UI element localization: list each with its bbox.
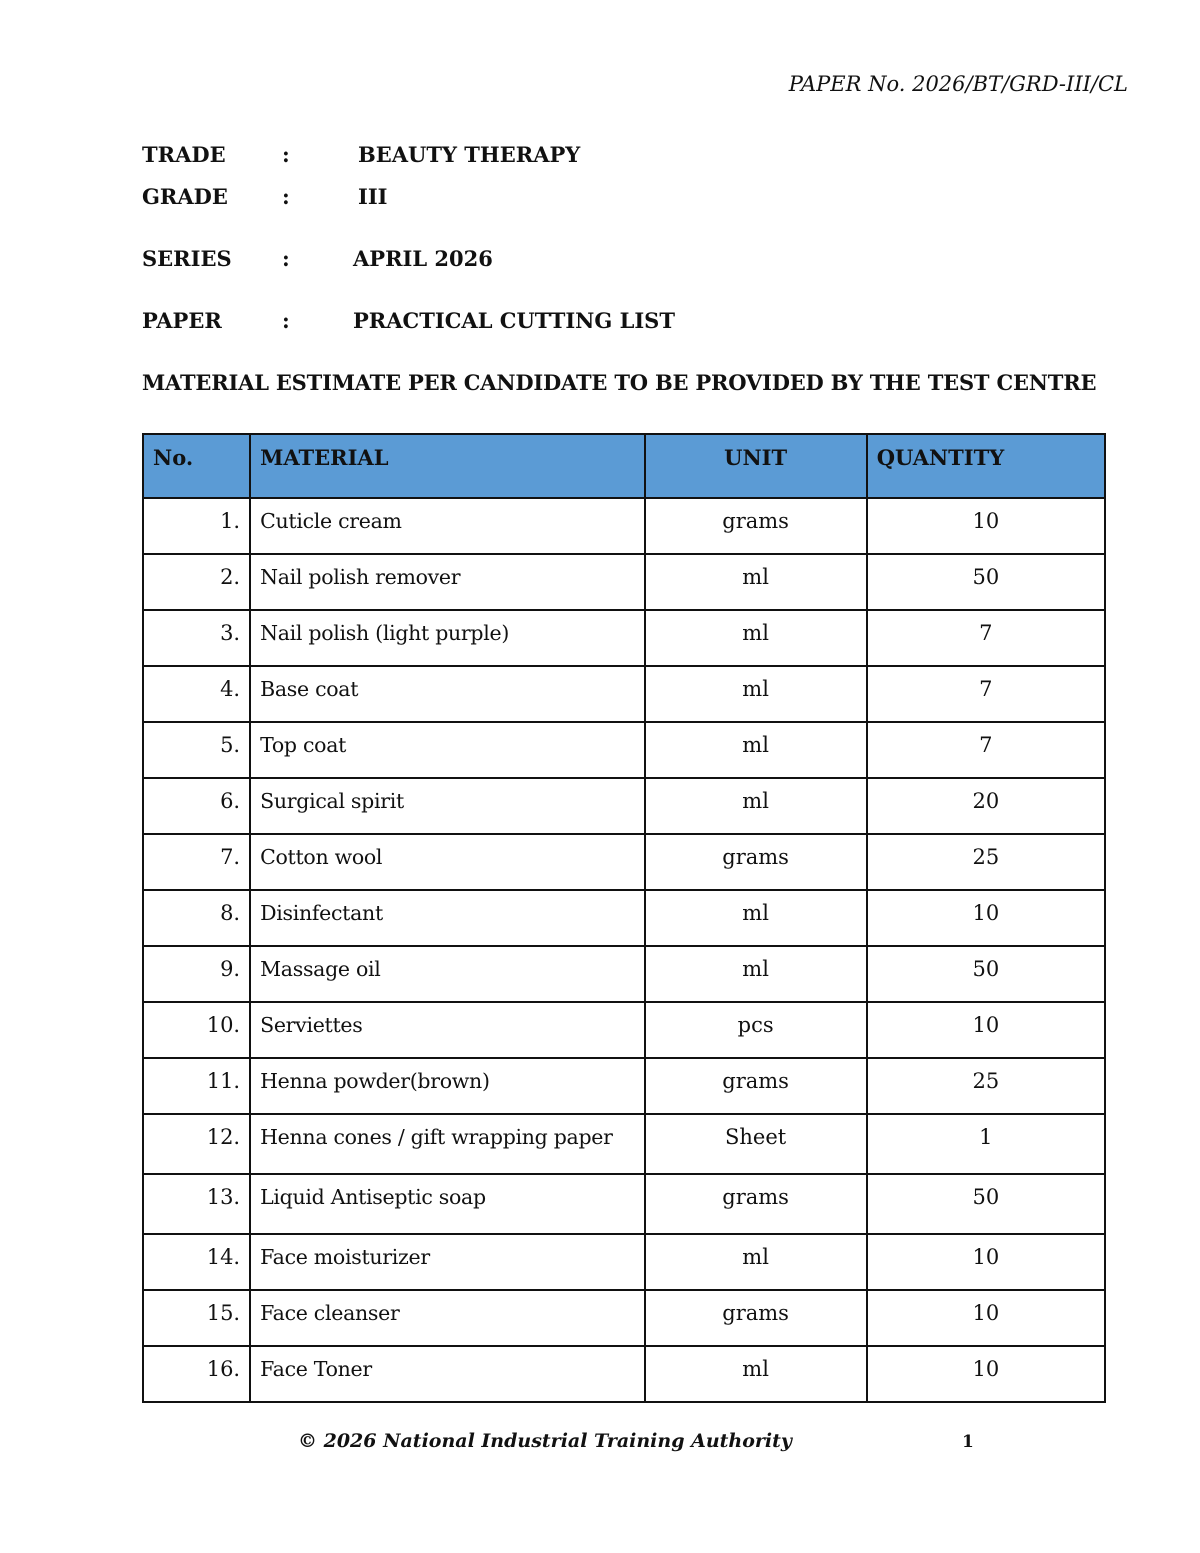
- table-row: [143, 722, 1105, 778]
- column-header-material: MATERIAL: [250, 434, 644, 498]
- cell-material: Serviettes: [250, 1002, 644, 1058]
- cell-no: 13.: [143, 1174, 250, 1234]
- info-separator: :: [282, 308, 290, 333]
- cell-material: Cuticle cream: [250, 498, 644, 554]
- cell-material: Henna cones / gift wrapping paper: [250, 1114, 644, 1174]
- cell-unit: ml: [645, 610, 867, 666]
- cell-unit: grams: [645, 834, 867, 890]
- cell-material: Base coat: [250, 666, 644, 722]
- copyright-footer: © 2026 National Industrial Training Authority: [298, 1430, 792, 1452]
- table-row: [143, 946, 1105, 1002]
- table-row: [143, 1114, 1105, 1174]
- info-label-paper: PAPER: [142, 308, 222, 333]
- cell-unit: ml: [645, 1346, 867, 1402]
- table-row: [143, 1290, 1105, 1346]
- cell-no: 1.: [143, 498, 250, 554]
- table-row: [143, 1234, 1105, 1290]
- cell-material: Face Toner: [250, 1346, 644, 1402]
- info-label-grade: GRADE: [142, 184, 228, 209]
- table-row: [143, 1346, 1105, 1402]
- cell-quantity: 10: [867, 890, 1105, 946]
- cell-no: 4.: [143, 666, 250, 722]
- cell-unit: ml: [645, 946, 867, 1002]
- cell-unit: grams: [645, 1290, 867, 1346]
- table-body: [143, 498, 1105, 1402]
- cell-quantity: 7: [867, 722, 1105, 778]
- material-estimate-heading: MATERIAL ESTIMATE PER CANDIDATE TO BE PROVIDED BY THE TEST CENTRE: [142, 370, 1097, 395]
- info-value-series: APRIL 2026: [353, 246, 493, 271]
- cell-material: Top coat: [250, 722, 644, 778]
- cell-material: Liquid Antiseptic soap: [250, 1174, 644, 1234]
- column-header-quantity: QUANTITY: [867, 434, 1105, 498]
- cell-material: Face moisturizer: [250, 1234, 644, 1290]
- cell-no: 7.: [143, 834, 250, 890]
- info-separator: :: [282, 142, 290, 167]
- cell-material: Cotton wool: [250, 834, 644, 890]
- cell-quantity: 10: [867, 1290, 1105, 1346]
- cell-no: 14.: [143, 1234, 250, 1290]
- cell-quantity: 10: [867, 498, 1105, 554]
- cell-unit: ml: [645, 554, 867, 610]
- cell-unit: Sheet: [645, 1114, 867, 1174]
- cell-no: 6.: [143, 778, 250, 834]
- cell-unit: ml: [645, 722, 867, 778]
- cell-quantity: 10: [867, 1234, 1105, 1290]
- cell-no: 8.: [143, 890, 250, 946]
- cell-unit: ml: [645, 778, 867, 834]
- cell-material: Henna powder(brown): [250, 1058, 644, 1114]
- info-separator: :: [282, 184, 290, 209]
- cell-no: 9.: [143, 946, 250, 1002]
- cell-unit: ml: [645, 890, 867, 946]
- cell-material: Nail polish remover: [250, 554, 644, 610]
- info-value-grade: III: [358, 184, 388, 209]
- cell-quantity: 50: [867, 1174, 1105, 1234]
- table-row: [143, 1002, 1105, 1058]
- cell-no: 10.: [143, 1002, 250, 1058]
- cell-no: 5.: [143, 722, 250, 778]
- cell-unit: pcs: [645, 1002, 867, 1058]
- info-label-series: SERIES: [142, 246, 232, 271]
- cell-no: 3.: [143, 610, 250, 666]
- cell-material: Face cleanser: [250, 1290, 644, 1346]
- cell-unit: grams: [645, 1058, 867, 1114]
- table-row: [143, 778, 1105, 834]
- cell-quantity: 20: [867, 778, 1105, 834]
- table-row: [143, 890, 1105, 946]
- table-row: [143, 1058, 1105, 1114]
- table-row: [143, 834, 1105, 890]
- cell-no: 16.: [143, 1346, 250, 1402]
- cell-quantity: 10: [867, 1002, 1105, 1058]
- info-value-trade: BEAUTY THERAPY: [358, 142, 581, 167]
- cell-quantity: 50: [867, 946, 1105, 1002]
- cell-material: Surgical spirit: [250, 778, 644, 834]
- cell-quantity: 50: [867, 554, 1105, 610]
- cell-quantity: 7: [867, 610, 1105, 666]
- cell-quantity: 7: [867, 666, 1105, 722]
- table-header-row: [143, 434, 1105, 498]
- cell-no: 12.: [143, 1114, 250, 1174]
- cell-unit: ml: [645, 666, 867, 722]
- cell-quantity: 1: [867, 1114, 1105, 1174]
- page-number: 1: [962, 1432, 974, 1452]
- info-label-trade: TRADE: [142, 142, 226, 167]
- table-row: [143, 554, 1105, 610]
- materials-table: [142, 433, 1106, 1403]
- table-row: [143, 498, 1105, 554]
- info-value-paper: PRACTICAL CUTTING LIST: [353, 308, 675, 333]
- cell-quantity: 10: [867, 1346, 1105, 1402]
- column-header-no: No.: [143, 434, 250, 498]
- info-separator: :: [282, 246, 290, 271]
- table-row: [143, 1174, 1105, 1234]
- table-row: [143, 610, 1105, 666]
- cell-unit: grams: [645, 1174, 867, 1234]
- cell-material: Nail polish (light purple): [250, 610, 644, 666]
- cell-quantity: 25: [867, 834, 1105, 890]
- paper-number: PAPER No. 2026/BT/GRD-III/CL: [788, 72, 1128, 96]
- cell-material: Massage oil: [250, 946, 644, 1002]
- cell-unit: ml: [645, 1234, 867, 1290]
- table-row: [143, 666, 1105, 722]
- column-header-unit: UNIT: [645, 434, 867, 498]
- cell-quantity: 25: [867, 1058, 1105, 1114]
- cell-no: 15.: [143, 1290, 250, 1346]
- cell-unit: grams: [645, 498, 867, 554]
- cell-no: 2.: [143, 554, 250, 610]
- cell-no: 11.: [143, 1058, 250, 1114]
- cell-material: Disinfectant: [250, 890, 644, 946]
